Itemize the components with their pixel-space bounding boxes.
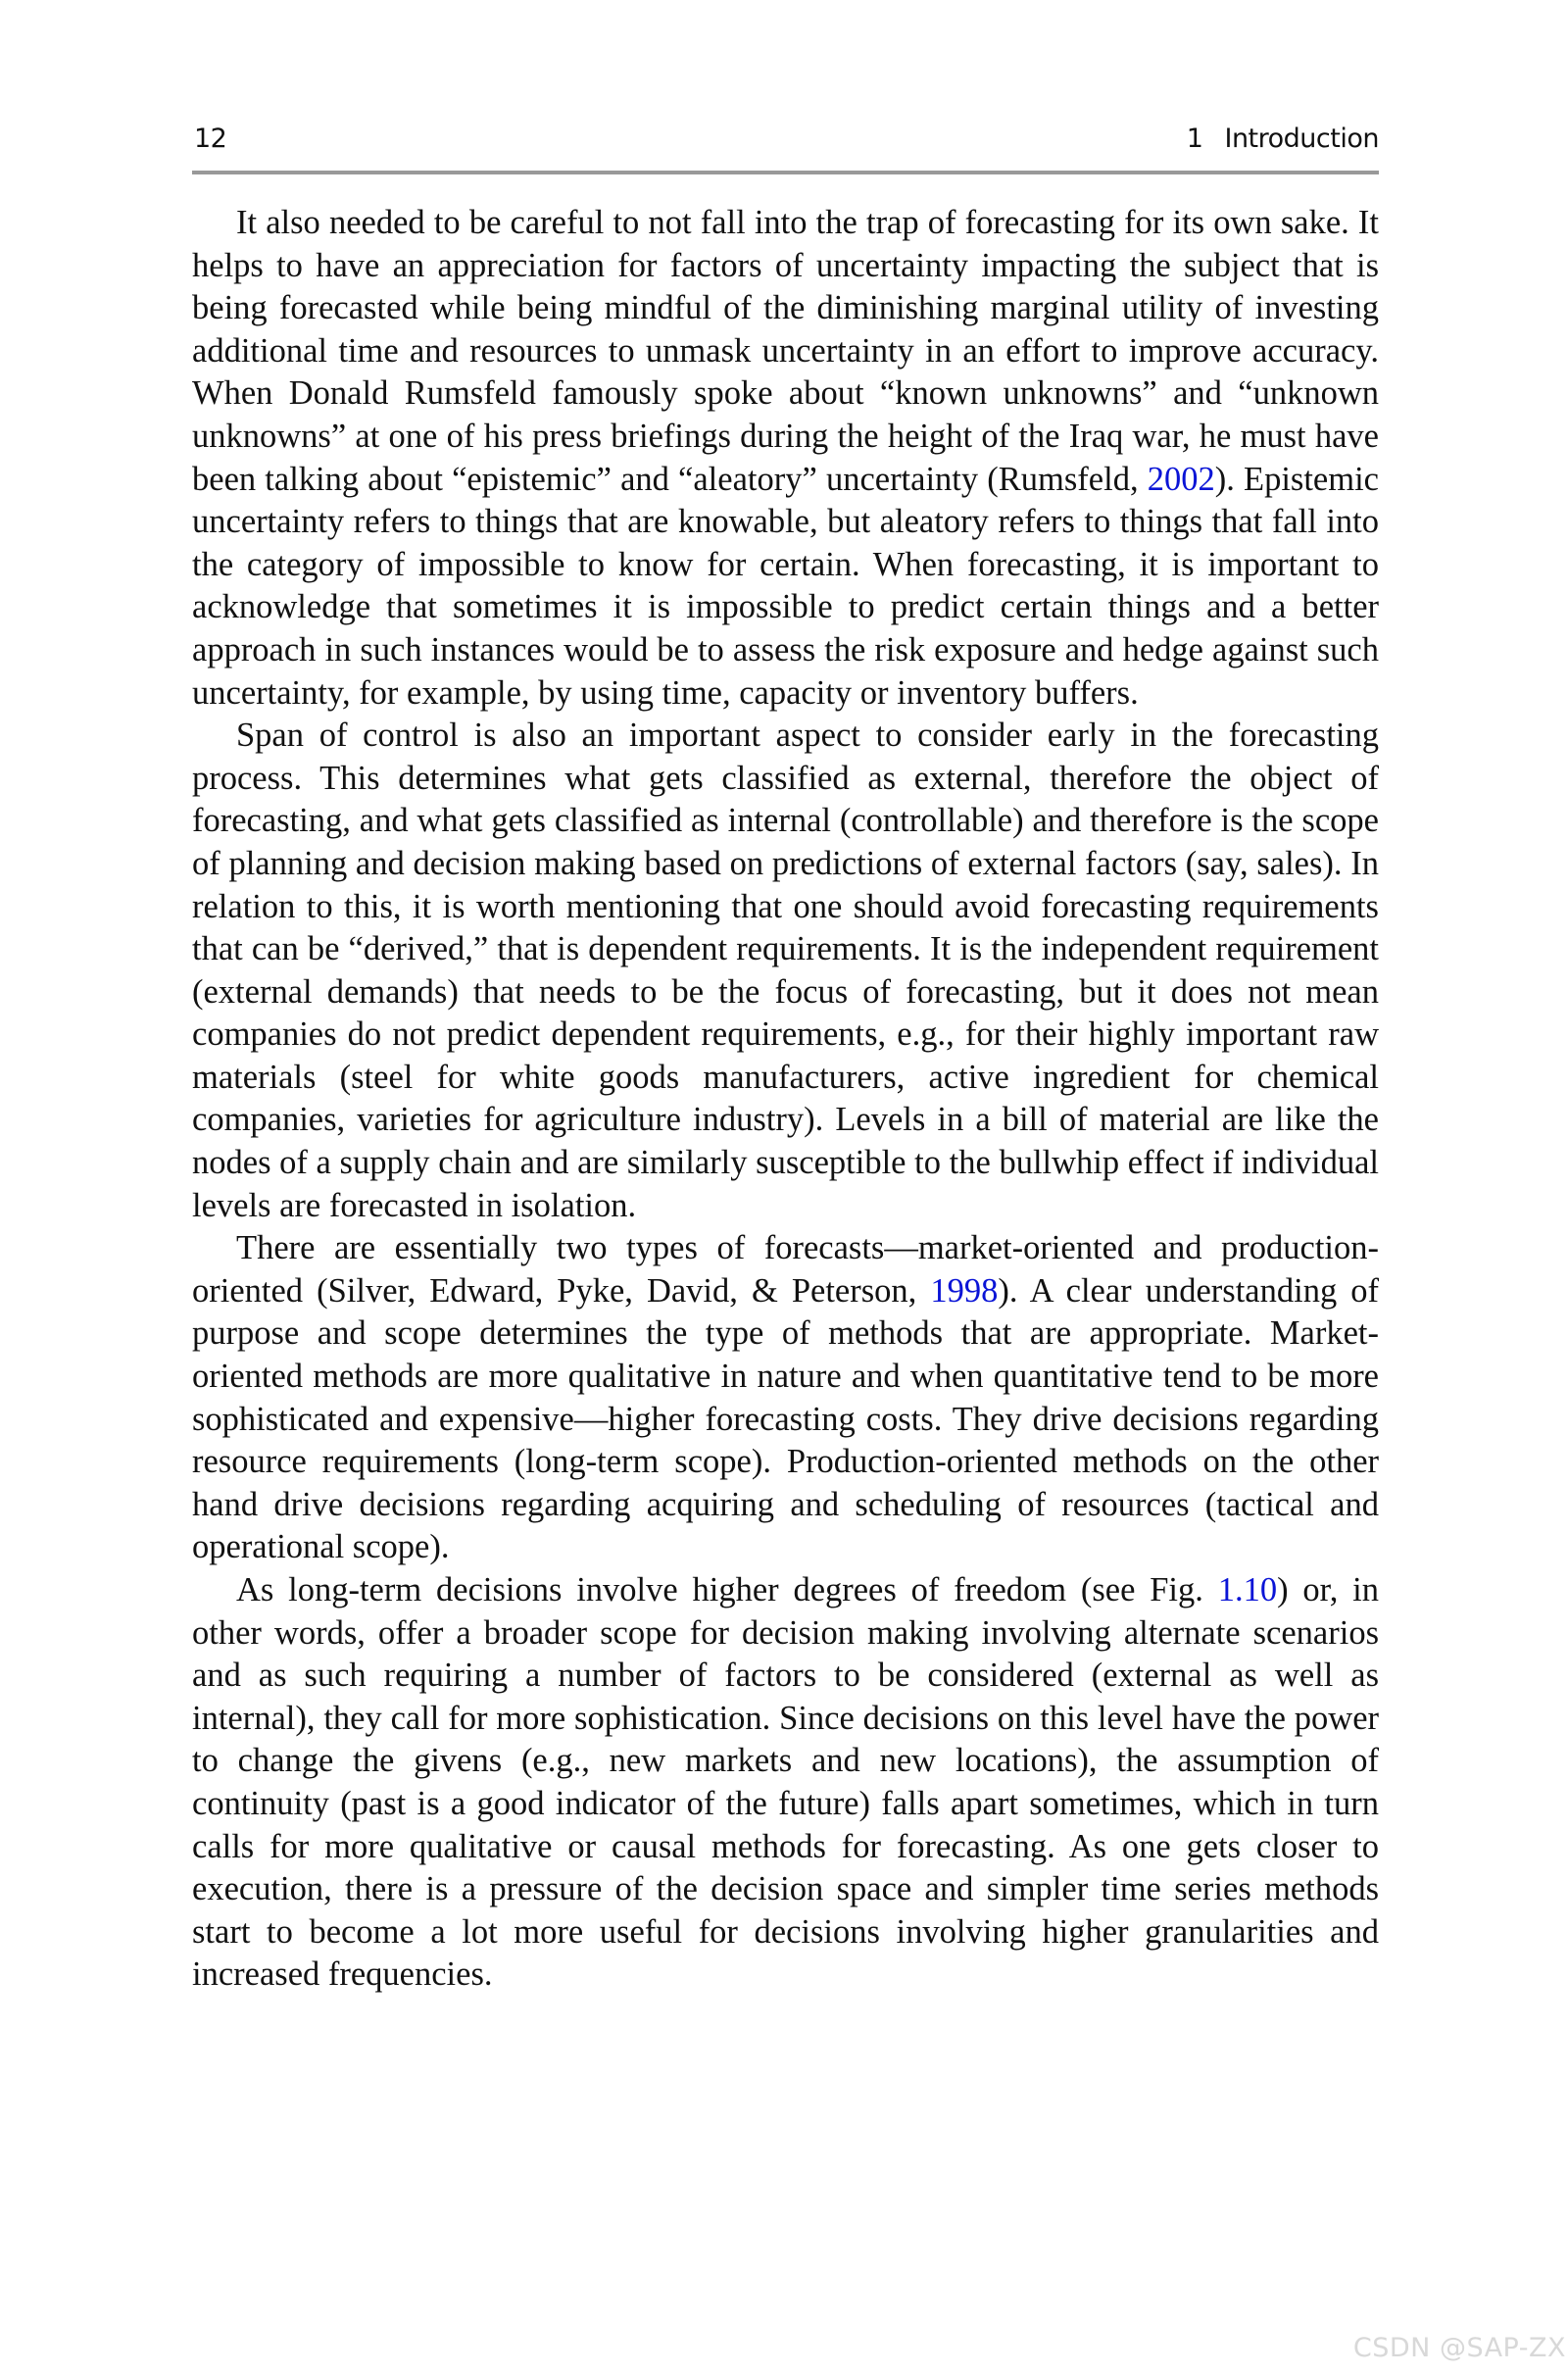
chapter-label [1187,124,1379,154]
watermark: CSDN @SAP-ZX [1352,2333,1566,2363]
figure-link-1-10[interactable]: 1.10 [1217,1571,1278,1608]
header-divider [192,171,1379,174]
citation-link-silver-1998[interactable]: 1998 [930,1271,999,1310]
citation-link-rumsfeld-2002[interactable]: 2002 [1147,460,1215,498]
paragraph-text: ). Epistemic uncertainty refers to things that are knowable, but aleatory refers to things that fall into the category of impossible to know for certain. When forecasting, it is important to acknowledge that sometimes it is impossible to predict certain things and a better approach in such instances would be to assess the risk exposure and hedge against such uncertainty, for example, by using time, capacity or inventory buffers. [192,460,1379,712]
paragraph-text: There are essentially two types of forecasts—market-oriented and production-​oriented (Silver, Edward, Pyke, David, & Peterson, [192,1229,1379,1310]
paragraph-span-of-control: Span of control is also an important aspect to consider early in the forecasting process. This determines what gets classified as external, therefore the object of forecasting, and what gets classified as internal (controllable) and therefore is the scope of planning and decision making based on predictions of external factors (say, sales). In relation to this, it is worth mentioning that one should avoid forecasting requirements that can be “derived,” that is dependent requirements. It is the independent requirement (external demands) that needs to be the focus of forecasting, but it does not mean companies do not predict dependent requirements, e.g., for their highly important raw materials (steel for white goods manufacturers, active ingredient for chemical companies, varieties for agriculture industry). Levels in a bill of material are like the nodes of a supply chain and are similarly susceptible to the bullwhip effect if individual levels are forecasted in isolation. [192,717,1379,1224]
paragraph-text: It also needed to be careful to not fall into the trap of forecasting for its own sake. It helps to have an appreciation for factors of uncertainty impacting the subject that is being forecasted while being mindful of the diminishing marginal utility of investing additional time and resources to unmask uncertainty in an effort to improve accuracy. When Donald Rumsfeld famously spoke about “known unknowns” and “unknown unknowns” at one of his press briefings during the height of the Iraq war, he must have been talking about “epistemic” and “aleatory” uncertainty (Rumsfeld, [192,204,1379,498]
paragraph-long-term-decisions [192,1569,1379,1997]
chapter-title: Introduction [1224,124,1379,154]
running-header [192,124,1379,163]
body-text [192,202,1379,1997]
paragraph-uncertainty [192,202,1379,715]
page-number: 12 [194,124,227,154]
paragraph-text: ). A clear understanding of purpose and scope determines the type of methods that are appropriate. Market-oriented methods are more qualitative in nature and when quantitative tend to be more sophisticated and expensive—higher forecasting costs. They drive decisions regarding resource requirements (long-term scope). Production-oriented methods on the other hand drive decisions regarding acquiring and scheduling of resources (tactical and operational scope). [192,1271,1379,1566]
chapter-number: 1 [1186,124,1203,154]
paragraph-forecast-types [192,1227,1379,1569]
paragraph-text: ) or, in other words, offer a broader scope for decision making involving alternate scenarios and as such requiring a number of factors to be considered (external as well as internal), they call for more sophistication. Since decisions on this level have the power to change the givens (e.g., new markets and new locations), the assumption of continuity (past is a good indicator of the future) falls apart sometimes, which in turn calls for more qualitative or causal methods for forecasting. As one gets closer to execution, there is a pressure of the decision space and simpler time series methods start to become a lot more useful for decisions involving higher granularities and increased frequencies. [192,1571,1379,1994]
paragraph-text: As long-term decisions involve higher degrees of freedom (see Fig. [236,1571,1218,1608]
